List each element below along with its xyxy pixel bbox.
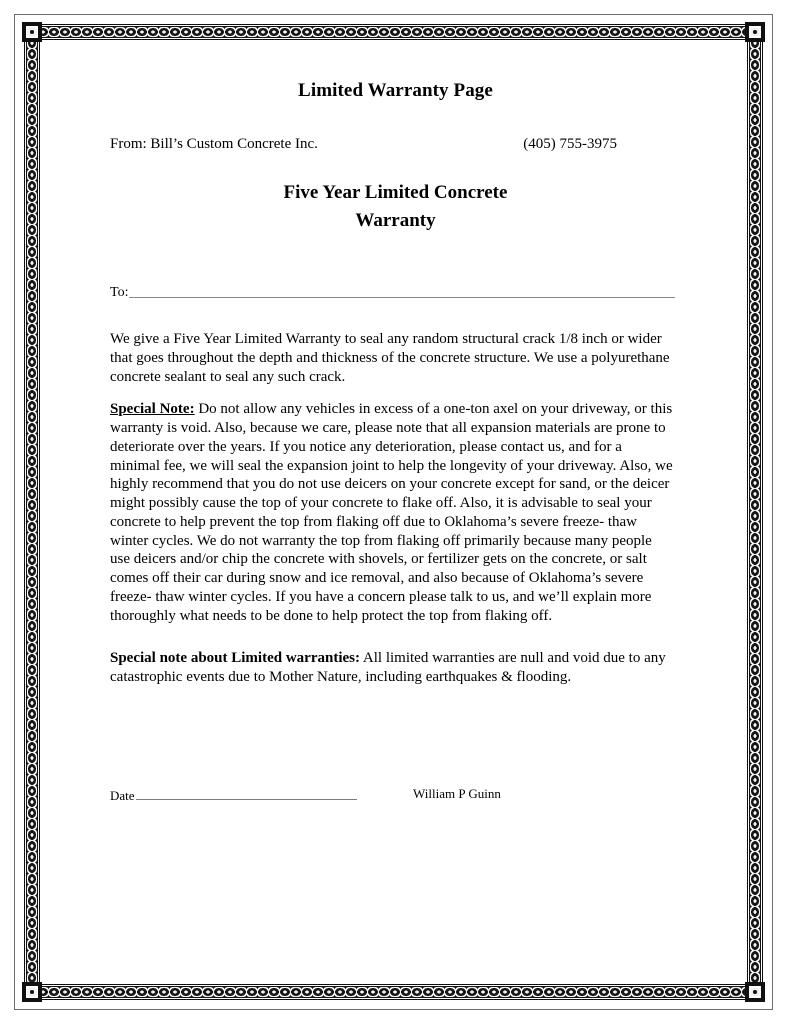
ornamental-border-bottom bbox=[38, 984, 749, 1000]
paragraph-warranty-scope bbox=[110, 330, 675, 386]
signer-name: William P Guinn bbox=[413, 786, 501, 801]
paragraph-special-note bbox=[110, 400, 675, 625]
date-label: Date bbox=[110, 788, 135, 803]
to-fill-in-line[interactable] bbox=[129, 297, 675, 298]
recipient-field-row bbox=[110, 286, 675, 300]
ornamental-border-right bbox=[747, 38, 763, 986]
document-body bbox=[110, 80, 675, 701]
to-label: To: bbox=[110, 285, 129, 301]
limited-warranties-heading: Special note about Limited warranties: bbox=[110, 650, 360, 667]
ornament-corner-top-right-icon bbox=[745, 22, 765, 42]
phone-number-text: (405) 755-3975 bbox=[523, 136, 617, 152]
limited-warranties-text: All limited warranties are null and void due to any catastrophic events due to Mother Nature, including earthquakes & flooding. bbox=[110, 650, 666, 686]
from-company-text: From: Bill’s Custom Concrete Inc. bbox=[110, 136, 318, 152]
warranty-subtitle-line-2: Warranty bbox=[355, 209, 436, 231]
ornament-corner-bottom-left-icon bbox=[22, 982, 42, 1002]
paragraph-warranty-scope-text: We give a Five Year Limited Warranty to seal any random structural crack 1/8 inch or wider that goes throughout the depth and thickness of the concrete structure. We use a polyurethane concrete sealant to seal any such crack. bbox=[110, 331, 670, 385]
warranty-subtitle bbox=[110, 179, 675, 234]
from-and-phone-row bbox=[110, 136, 675, 153]
signature-area bbox=[110, 786, 675, 802]
page-title: Limited Warranty Page bbox=[298, 80, 493, 101]
signature-row bbox=[110, 786, 675, 802]
warranty-subtitle-line-1: Five Year Limited Concrete bbox=[283, 182, 508, 203]
ornament-corner-bottom-right-icon bbox=[745, 982, 765, 1002]
paragraph-limited-warranties-note bbox=[110, 649, 675, 687]
special-note-text: Do not allow any vehicles in excess of a one-ton axel on your driveway, or this warranty is void. Also, because we care, please note that all expansion materials are prone to deteriorate over the years. If you notice any deterioration, please contact us, and for a minimal fee, we will seal the expansion joint to help the longevity of your driveway. Also, we highly recommend that you do not use deicers on your concrete except for sand, or the deicer might possibly cause the top of your concrete to flake off. Also, it is advisable to seal your concrete to help prevent the top from flaking off due to Oklahoma’s severe freeze- thaw winter cycles. We do not warranty the top from flaking off primarily because many people use deicers and/or chip the concrete with shovels, or fertilizer gets on the concrete, or salt comes off their car during snow and ice removal, and also because of Oklahoma’s severe freeze- thaw winter cycles. If you have a concern please talk to us, and we’ll explain more thoroughly what needs to be done to help protect the top from flaking off. bbox=[110, 401, 673, 624]
special-note-heading: Special Note: bbox=[110, 401, 195, 418]
date-fill-in-line[interactable] bbox=[136, 799, 357, 800]
ornament-corner-top-left-icon bbox=[22, 22, 42, 42]
ornamental-border-top bbox=[38, 24, 749, 40]
ornamental-border-left bbox=[24, 38, 40, 986]
signature-block bbox=[413, 786, 675, 802]
